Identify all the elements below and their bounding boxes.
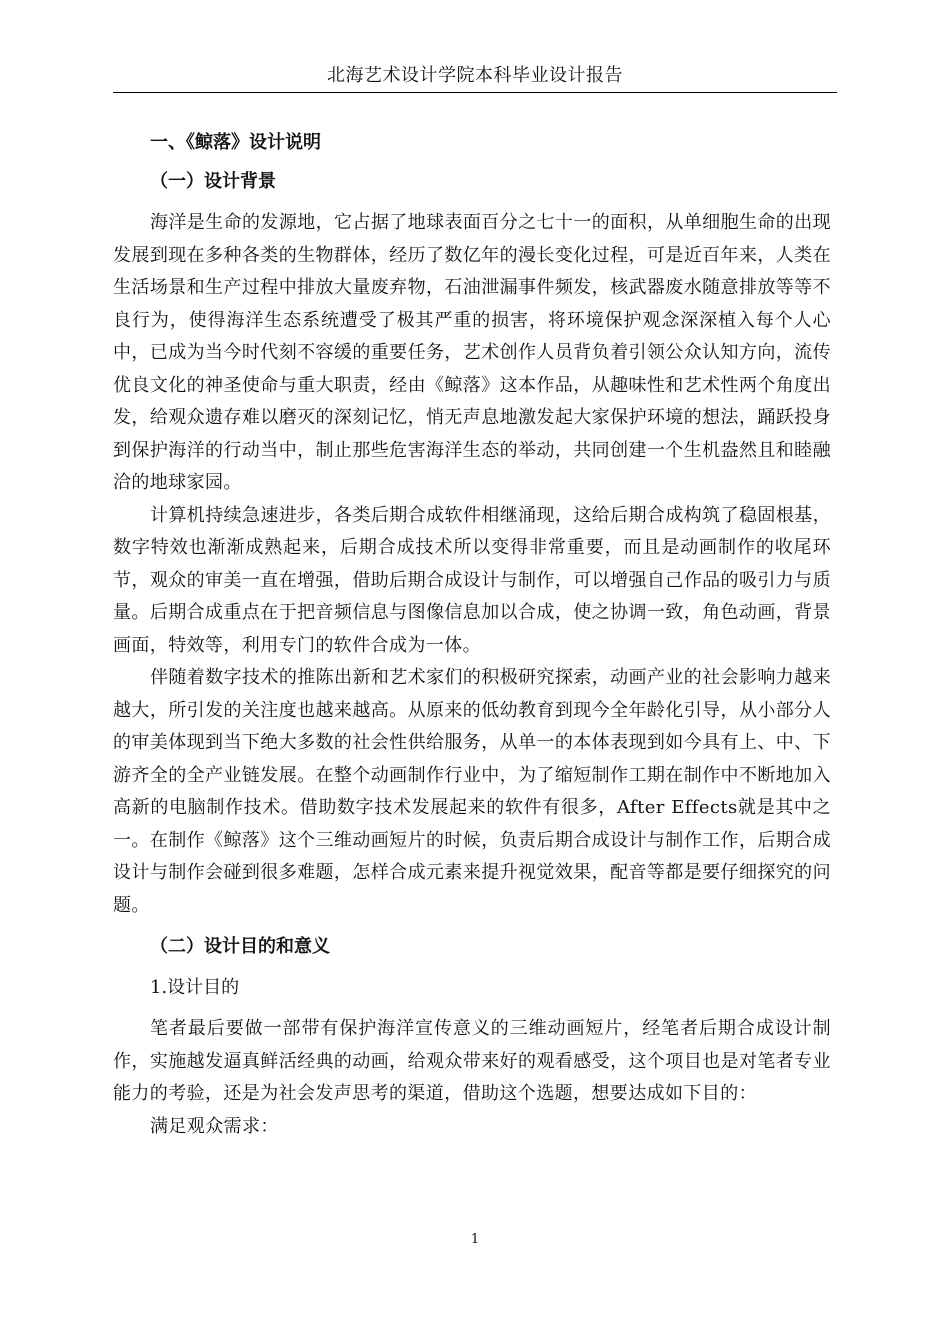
page-number: 1 — [470, 1232, 480, 1247]
paragraph-ocean: 海洋是生命的发源地，它占据了地球表面百分之七十一的面积，从单细胞生命的出现发展到现在多种各类的生物群体，经历了数亿年的漫长变化过程，可是近百年来，人类在生活场景和生产过程中排放大量废弃物，石油泄漏事件频发，核武器废水随意排放等等不良行为，使得海洋生态系统遭受了极其严重的损害，将环境保护观念深深植入每个人心中，已成为当今时代刻不容缓的重要任务，艺术创作人员背负着引领公众认知方向，流传优良文化的神圣使命与重大职责，经由《鲸落》这本作品，从趣味性和艺术性两个角度出发，给观众遗存难以磨灭的深刻记忆，悄无声息地激发起大家保护环境的想法，踊跃投身到保护海洋的行动当中，制止那些危害海洋生态的举动，共同创建一个生机盎然且和睦融洽的地球家园。 — [113, 212, 831, 493]
subsection-heading-purpose: （二）设计目的和意义 — [150, 936, 330, 957]
paragraph-compositing: 计算机持续急速进步，各类后期合成软件相继涌现，这给后期合成构筑了稳固根基，数字特效也渐渐成熟起来，后期合成技术所以变得非常重要，而且是动画制作的收尾环节，观众的审美一直在增强，借助后期合成设计与制作，可以增强自己作品的吸引力与质量。后期合成重点在于把音频信息与图像信息加以合成，使之协调一致，角色动画，背景画面，特效等，利用专门的软件合成为一体。 — [113, 504, 831, 656]
section-heading-design-description: 一、《鲸落》设计说明 — [150, 132, 321, 153]
paragraph-audience-needs: 满足观众需求： — [150, 1115, 279, 1137]
paragraph-goal: 笔者最后要做一部带有保护海洋宣传意义的三维动画短片，经笔者后期合成设计制作，实施越发逼真鲜活经典的动画，给观众带来好的观看感受，这个项目也是对笔者专业能力的考验，还是为社会发声思考的渠道，借助这个选题，想要达成如下目的： — [113, 1018, 831, 1104]
page-body — [113, 127, 831, 1143]
running-header: 北海艺术设计学院本科毕业设计报告 — [327, 65, 623, 86]
paragraph-animation-industry: 伴随着数字技术的推陈出新和艺术家们的积极研究探索，动画产业的社会影响力越来越大，所引发的关注度也越来越高。从原来的低幼教育到现今全年龄化引导，从小部分人的审美体现到当下绝大多数的社会性供给服务，从单一的本体表现到如今具有上、中、下游齐全的全产业链发展。在整个动画制作行业中，为了缩短制作工期在制作中不断地加入高新的电脑制作技术。借助数字技术发展起来的软件有很多，After Effects就是其中之一。在制作《鲸落》这个三维动画短片的时候，负责后期合成设计与制作工作，后期合成设计与制作会碰到很多难题，怎样合成元素来提升视觉效果，配音等都是要仔细探究的问题。 — [113, 667, 831, 916]
subheading-design-purpose: 1.设计目的 — [150, 977, 240, 998]
header-rule — [113, 92, 837, 93]
subsection-heading-background: （一）设计背景 — [150, 171, 276, 192]
